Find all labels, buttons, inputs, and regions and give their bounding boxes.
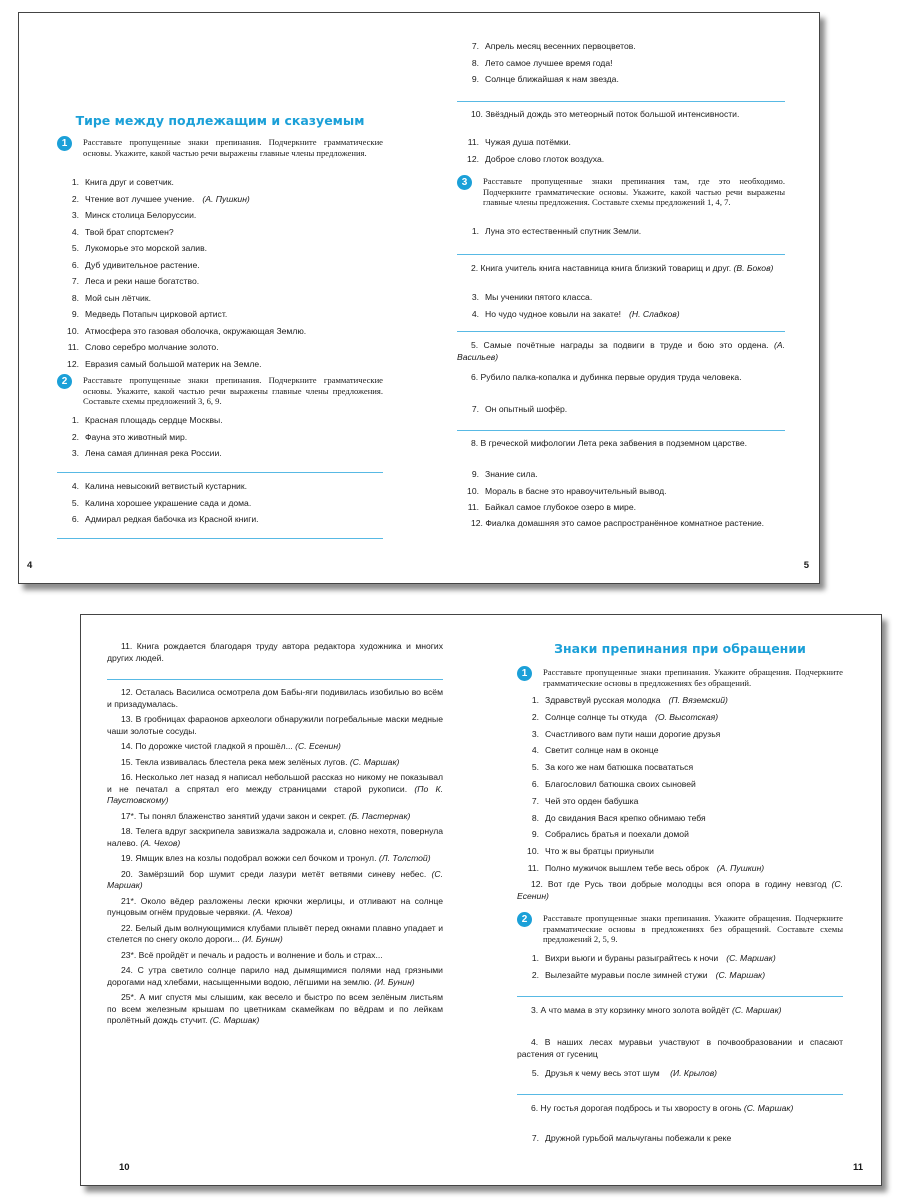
sentence-12: 12. Фиалка домашняя это самое распространённое комнатное растение.	[471, 518, 765, 528]
list-item	[57, 498, 383, 509]
list-item	[517, 813, 843, 824]
list-item	[457, 309, 785, 320]
item-text: Калина невысокий ветвистый кустарник.	[85, 481, 248, 491]
item-number: 7.	[71, 276, 79, 286]
item-text: Слово серебро молчание золото.	[85, 342, 219, 352]
item-number: 5.	[71, 497, 79, 508]
task-number-badge: 2	[57, 374, 72, 389]
sentence-3	[517, 1005, 843, 1017]
item-number: 1.	[471, 226, 479, 236]
author-attribution: (По К. Паустовскому)	[107, 783, 443, 805]
item-text: 25*. А миг спустя мы слышим, как весело и быстро по всем зелёным листьям по всем железным крышам по цветникам скамейкам по вёдрам и по лейкам пролётный дождь стучит.	[107, 992, 443, 1025]
author-attribution: (С. Есенин)	[517, 879, 843, 901]
section-title: Знаки препинания при обращении	[554, 641, 806, 656]
sentence-6	[517, 1103, 843, 1115]
item-text: 21*. Около вёдер разложены лески крючки жерлицы, и отливают на солнце пунцовым огнём прудовые червяки.	[107, 895, 443, 917]
book-spread-pages-10-11	[80, 614, 882, 1186]
item-text: Луна это естественный спутник Земли.	[485, 226, 642, 236]
item-number: 1.	[531, 953, 539, 963]
list-item	[57, 276, 383, 287]
sentence-13: 13. В гробницах фараонов археологи обнаружили погребальные маски медные чаши золотые сосуды.	[107, 714, 443, 736]
item-number: 4.	[531, 745, 539, 756]
exercise-list-1	[517, 695, 843, 880]
task-number-badge: 1	[517, 666, 532, 681]
exercise-list-1	[57, 177, 383, 375]
item-text: Дуб удивительное растение.	[85, 259, 200, 270]
task-3	[457, 176, 785, 208]
exercise-list-2	[517, 953, 843, 986]
item-number: 3.	[71, 448, 79, 458]
page-10	[107, 615, 443, 1185]
item-number: 7.	[531, 1133, 539, 1143]
list-item	[517, 863, 843, 874]
item-number: 10.	[67, 325, 79, 336]
author-attribution: (Б. Пастернак)	[348, 810, 411, 821]
item-text: Чей это орден бабушка	[545, 795, 639, 806]
author-attribution: (А. Пушкин)	[202, 193, 250, 204]
item-number: 5.	[71, 243, 79, 253]
list-item	[57, 177, 383, 188]
item-number: 10.	[527, 846, 539, 857]
divider	[457, 331, 785, 332]
list-item	[57, 194, 383, 205]
item-number: 2.	[71, 431, 79, 442]
item-text: Друзья к чему весь этот шум	[545, 1068, 660, 1078]
item-text: Собрались братья и поехали домой	[545, 829, 689, 840]
exercise-list-2b	[57, 481, 383, 531]
item-text: 20. Замёрзший бор шумит среди лазури метёт ветвями синеву небес.	[121, 868, 427, 879]
list-item	[57, 210, 383, 221]
item-number: 2.	[531, 711, 539, 722]
sentence-24	[107, 965, 443, 988]
item-number: 11.	[467, 502, 479, 512]
task-text: Расставьте пропущенные знаки препинания. Подчеркните грамматические основы. Укажите, какой частью речи выражены главные члены предложения.	[83, 137, 383, 158]
item-text: 15. Текла извивалась блестела река меж зелёных лугов.	[121, 756, 348, 767]
task-1	[517, 667, 843, 688]
item-text: Но чудо чудное ковыли на закате!	[485, 308, 621, 319]
item-number: 12.	[467, 153, 479, 164]
divider	[57, 472, 383, 473]
list-item	[517, 829, 843, 840]
list-item	[57, 309, 383, 320]
sentence-20	[107, 869, 443, 892]
author-attribution: (И. Бунин)	[242, 934, 283, 944]
divider	[57, 538, 383, 539]
sentence-5	[457, 340, 785, 363]
item-text: Полно мужичок вышлем тебе весь оброк	[545, 862, 709, 873]
page-number: 11	[852, 1162, 863, 1173]
item-text: Фауна это животный мир.	[85, 431, 188, 442]
list-item	[517, 796, 843, 807]
sentence-10: 10. Звёздный дождь это метеорный поток большой интенсивности.	[471, 109, 740, 119]
list-item	[457, 41, 785, 52]
item-number: 11.	[67, 342, 79, 352]
list-item	[517, 846, 843, 857]
item-text: 18. Телега вдруг заскрипела завизжала задрожала и, словно нехотя, повернула налево.	[107, 826, 443, 848]
item-text: Вихри вьюги и бураны разыграйтесь к ночи	[545, 953, 719, 963]
sentence-12: 12. Осталась Василиса осмотрела дом Бабы-яги подивилась изобилью во всём и призадумалась.	[107, 687, 443, 709]
item-number: 4.	[71, 481, 79, 491]
item-text: Мой сын лётчик.	[85, 292, 151, 303]
item-text: 12. Вот где Русь твои добрые молодцы вся опора в годину невзгод	[531, 879, 827, 889]
item-text: Дружной гурьбой мальчуганы побежали к реке	[545, 1133, 732, 1143]
item-text: Солнце солнце ты откуда	[545, 711, 647, 722]
author-attribution: (С. Маршак)	[732, 1005, 782, 1015]
item-number: 10.	[467, 485, 479, 496]
author-attribution: (С. Маршак)	[715, 969, 766, 980]
list-item	[57, 415, 383, 426]
author-attribution: (В. Боков)	[733, 263, 774, 273]
list-item	[57, 514, 383, 525]
item-number: 9.	[71, 309, 79, 319]
sentence-12	[517, 879, 843, 902]
author-attribution: (С. Маршак)	[726, 953, 776, 963]
author-attribution: (С. Маршак)	[743, 1103, 794, 1113]
item-text: Мы ученики пятого класса.	[485, 292, 593, 302]
item-number: 5.	[531, 1068, 539, 1078]
sentence-22	[107, 923, 443, 946]
item-text: Вылезайте муравьи после зимней стужи	[545, 969, 708, 980]
divider	[457, 430, 785, 431]
item-number: 1.	[531, 695, 539, 705]
list-item	[457, 486, 785, 497]
list-item	[457, 469, 785, 480]
item-number: 4.	[471, 308, 479, 319]
list-item	[57, 243, 383, 254]
item-number: 1.	[71, 415, 79, 425]
author-attribution: (С. Маршак)	[209, 1015, 260, 1025]
sentence-16	[107, 772, 443, 807]
item-number: 11.	[467, 137, 479, 147]
list-item	[517, 695, 843, 706]
item-number: 4.	[71, 226, 79, 237]
item-number: 9.	[471, 469, 479, 479]
list-item	[457, 226, 785, 237]
sentence-25	[107, 992, 443, 1027]
exercise-list-2a	[57, 415, 383, 465]
sentence-15	[107, 757, 443, 769]
author-attribution: (С. Маршак)	[349, 756, 400, 767]
list-item	[57, 260, 383, 271]
sentence-2	[457, 263, 785, 275]
list-item	[517, 762, 843, 773]
sentence-6: 6. Рубило палка-копалка и дубинка первые орудия труда человека.	[471, 372, 742, 382]
task-number-badge: 1	[57, 136, 72, 151]
list-item	[57, 227, 383, 238]
item-number: 7.	[531, 795, 539, 806]
item-text: 16. Несколько лет назад я написал небольшой рассказ но никому не показывал и не печатал а спрятал его между страницами старой рукописи.	[107, 772, 443, 794]
exercise-list-b	[457, 137, 785, 170]
item-text: 2. Книга учитель книга наставница книга близкий товарищ и друг.	[471, 263, 732, 273]
item-number: 5.	[531, 762, 539, 773]
item-number: 9.	[531, 829, 539, 840]
sentence-14	[107, 741, 443, 753]
item-text: Здравствуй русская молодка	[545, 695, 661, 705]
item-number: 8.	[471, 57, 479, 68]
list-item	[517, 1068, 843, 1079]
list-item	[517, 745, 843, 756]
sentence-23: 23*. Всё пройдёт и печаль и радость и волнение и боль и страх...	[121, 949, 383, 960]
author-attribution: (О. Высотская)	[654, 711, 719, 722]
item-text: Лена самая длинная река России.	[85, 448, 222, 458]
task-2	[517, 913, 843, 945]
sentence-list	[107, 687, 443, 1031]
task-2	[57, 375, 383, 407]
item-text: Адмирал редкая бабочка из Красной книги.	[85, 514, 259, 524]
list-item	[457, 137, 785, 148]
section-title: Тире между подлежащим и сказуемым	[75, 113, 365, 128]
sentence-8: 8. В греческой мифологии Лета река забвения в подземном царстве.	[471, 438, 748, 448]
item-text: Минск столица Белоруссии.	[85, 210, 197, 220]
item-text: 14. По дорожке чистой гладкой я прошёл...	[121, 741, 293, 751]
item-text: Благословил батюшка своих сыновей	[545, 778, 696, 789]
item-number: 2.	[71, 193, 79, 204]
list-item	[517, 712, 843, 723]
item-number: 3.	[531, 728, 539, 739]
list-item	[517, 970, 843, 981]
exercise-list-continued	[457, 41, 785, 91]
list-item	[457, 58, 785, 69]
list-item	[57, 293, 383, 304]
item-number: 2.	[531, 969, 539, 980]
task-number-badge: 2	[517, 912, 532, 927]
task-number-badge: 3	[457, 175, 472, 190]
list-item	[57, 342, 383, 353]
item-text: Калина хорошее украшение сада и дома.	[85, 497, 252, 508]
item-text: Лето самое лучшее время года!	[485, 57, 613, 68]
list-item	[457, 292, 785, 303]
item-text: 19. Ямщик влез на козлы подобрал вожжи сел бочком и тронул.	[121, 853, 377, 863]
list-item	[57, 432, 383, 443]
list-item	[517, 1133, 843, 1144]
item-text: Светит солнце нам в оконце	[545, 745, 659, 756]
divider	[457, 101, 785, 102]
item-text: Знание сила.	[485, 469, 538, 479]
sentence-18	[107, 826, 443, 849]
item-number: 8.	[71, 292, 79, 303]
item-text: 17*. Ты понял блаженство занятий удачи закон и секрет.	[121, 810, 347, 821]
book-spread-pages-4-5	[18, 12, 820, 584]
task-1	[57, 137, 383, 158]
item-number: 7.	[471, 41, 479, 51]
item-text: Солнце ближайшая к нам звезда.	[485, 74, 619, 84]
item-text: Лукоморье это морской залив.	[85, 243, 208, 253]
task-text: Расставьте пропущенные знаки препинания. Укажите обращения. Подчеркните грамматические основы в предложениях без обращений.	[543, 667, 843, 688]
author-attribution: (П. Вяземский)	[668, 695, 728, 705]
author-attribution: (Л. Толстой)	[378, 853, 431, 863]
author-attribution: (А. Чехов)	[252, 907, 293, 917]
page-number: 10	[119, 1162, 130, 1173]
item-number: 3.	[471, 292, 479, 302]
item-text: Евразия самый большой материк на Земле.	[85, 358, 262, 369]
author-attribution: (А. Васильев)	[457, 340, 785, 362]
item-number: 1.	[71, 177, 79, 187]
item-number: 6.	[71, 514, 79, 524]
page-number: 4	[27, 560, 33, 571]
list-item	[57, 481, 383, 492]
item-number: 12.	[67, 358, 79, 369]
list-item	[457, 502, 785, 513]
item-text: Он опытный шофёр.	[485, 404, 568, 414]
item-text: 24. С утра светило солнце парило над дымящимися полями над грязными дорогами над хлебами, насыщенными водою, лёгшими на землю.	[107, 965, 443, 987]
item-text: 22. Белый дым волнующимися клубами плывёт перед окнами плавно упадает и стелется по снегу около дороги...	[107, 922, 443, 944]
item-text: 6. Ну гостья дорогая подбрось и ты хворосту в огонь	[531, 1103, 742, 1113]
page-number: 5	[803, 560, 809, 571]
item-number: 8.	[531, 812, 539, 823]
item-text: Байкал самое глубокое озеро в мире.	[485, 502, 636, 512]
divider	[517, 996, 843, 997]
author-attribution: (А. Пушкин)	[716, 862, 765, 873]
list-item	[517, 953, 843, 964]
list-item	[457, 404, 785, 415]
list-item	[57, 326, 383, 337]
item-number: 6.	[71, 259, 79, 270]
exercise-list-c	[457, 292, 785, 325]
author-attribution: (И. Бунин)	[374, 976, 415, 987]
item-text: Атмосфера это газовая оболочка, окружающая Землю.	[85, 325, 307, 336]
sentence-4: 4. В наших лесах муравьи участвуют в почвообразовании и спасают растения от гусениц	[517, 1037, 843, 1059]
sentence-19	[107, 853, 443, 865]
item-text: Доброе слово глоток воздуха.	[485, 153, 605, 164]
item-text: Счастливого вам пути наши дорогие друзья	[545, 728, 721, 739]
divider	[517, 1094, 843, 1095]
exercise-list-d	[457, 469, 785, 519]
page-5	[457, 13, 809, 583]
author-attribution: (С. Есенин)	[295, 741, 341, 751]
item-text: Леса и реки наше богатство.	[85, 276, 200, 286]
item-text: Мораль в басне это нравоучительный вывод.	[485, 485, 667, 496]
item-text: Твой брат спортсмен?	[85, 226, 174, 237]
sentence-21	[107, 896, 443, 919]
item-text: Что ж вы братцы приуныли	[545, 846, 654, 857]
list-item	[57, 359, 383, 370]
item-text: Медведь Потапыч цирковой артист.	[85, 309, 228, 319]
divider	[107, 679, 443, 680]
list-item	[517, 779, 843, 790]
item-number: 7.	[471, 404, 479, 414]
author-attribution: (С. Маршак)	[107, 868, 444, 890]
task-text: Расставьте пропущенные знаки препинания. Подчеркните грамматические основы. Укажите, какой частью речи выражены главные члены предложения. Составьте схемы предложений 3, 6, 9.	[83, 375, 383, 406]
item-text: Чужая душа потёмки.	[485, 137, 571, 147]
item-number: 9.	[471, 74, 479, 84]
author-attribution: (И. Крылов)	[670, 1068, 718, 1078]
item-number: 6.	[531, 778, 539, 789]
list-item	[57, 448, 383, 459]
sentence-17	[107, 811, 443, 823]
page-11	[517, 615, 863, 1185]
author-attribution: (А. Чехов)	[140, 837, 181, 848]
item-text: 5. Самые почётные награды за подвиги в труде и бою это ордена.	[471, 340, 769, 350]
list-item	[457, 154, 785, 165]
item-text: Красная площадь сердце Москвы.	[85, 415, 223, 425]
item-text: Чтение вот лучшее учение.	[85, 193, 195, 204]
task-text: Расставьте пропущенные знаки препинания. Укажите обращения. Подчеркните грамматические основы в предложениях без обращений. Составьте схемы предложений 2, 5, 9.	[543, 913, 843, 944]
divider	[457, 254, 785, 255]
list-item	[517, 729, 843, 740]
sentence-11: 11. Книга рождается благодаря труду автора редактора художника и многих других людей.	[107, 641, 443, 663]
item-text: 3. А что мама в эту корзинку много золота войдёт	[531, 1005, 730, 1015]
item-number: 3.	[71, 210, 79, 220]
page-4	[27, 13, 383, 583]
item-text: Книга друг и советчик.	[85, 177, 174, 187]
item-number: 11.	[527, 862, 539, 873]
item-text: До свидания Вася крепко обнимаю тебя	[545, 812, 706, 823]
item-text: Апрель месяц весенних первоцветов.	[485, 41, 636, 51]
author-attribution: (Н. Сладков)	[629, 308, 680, 319]
item-text: За кого же нам батюшка посвататься	[545, 762, 694, 773]
task-text: Расставьте пропущенные знаки препинания там, где это необходимо. Подчеркните грамматические основы. Укажите, какой частью речи выражены главные члены предложения. Составьте схемы предложений 1, 4, 7.	[483, 176, 785, 207]
list-item	[457, 74, 785, 85]
